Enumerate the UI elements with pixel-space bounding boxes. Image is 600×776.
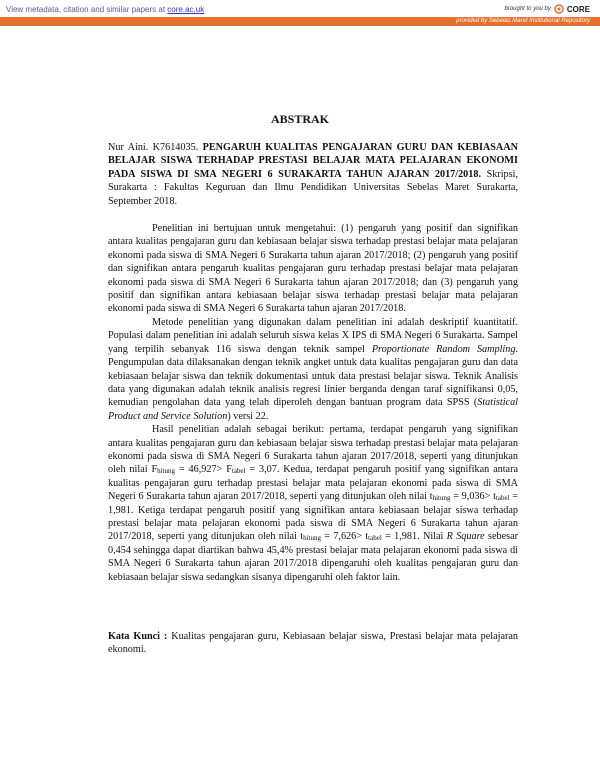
paragraph-method: Metode penelitian yang digunakan dalam penelitian ini adalah deskriptif kuantitatif. Populasi dalam penelitian ini adalah seluruh siswa kelas X IPS di SMA Negeri 6 Surakarta. Sampel yang terpilih sebanyak 116 siswa dengan teknik sampel Proportionate Random Sampling. Pengumpulan data dilaksanakan dengan teknik angket untuk data kualitas pengajaran guru dan data kebiasaan belajar siswa dan teknik dokumentasi untuk data prestasi belajar siswa. Teknik Analisis data yang digunakan adalah teknik analisis regresi linier berganda dengan taraf signifikansi 0,05, kemudian pengolahan data yang telah diperoleh dengan bantuan program data SPSS (Statistical Product and Service Solution) versi 22. <box>108 316 518 422</box>
keywords-label: Kata Kunci : <box>108 631 168 642</box>
paragraph-objectives: Penelitian ini bertujuan untuk mengetahui: (1) pengaruh yang positif dan signifikan antara kualitas pengajaran guru dan kebiasaan belajar siswa terhadap prestasi belajar mata pelajaran ekonomi pada siswa di SMA Negeri 6 Surakarta tahun ajaran 2017/2018; (2) pengaruh yang positif dan signifikan antara pengaruh kualitas pengajaran guru terhadap prestasi belajar mata pelajaran ekonomi pada siswa di SMA Negeri 6 Surakarta tahun ajaran 2017/2018; dan (3) pengaruh yang positif dan signifikan antara kebiasaan belajar siswa terhadap prestasi belajar mata pelajaran ekonomi pada siswa di SMA Negeri 6 Surakarta tahun ajaran 2017/2018. <box>108 223 518 315</box>
citation-title: PENGARUH KUALITAS PENGAJARAN GURU DAN KEBIASAAN BELAJAR SISWA TERHADAP PRESTASI BELAJAR MATA PELAJARAN EKONOMI PADA SISWA DI SMA NEGERI 6 SURAKARTA TAHUN AJARAN 2017/2018. <box>108 142 519 180</box>
core-logo-text: CORE <box>566 4 590 14</box>
core-badge[interactable] <box>505 4 591 14</box>
provided-by-text: provided by Sebelas Maret Institutional Repository <box>456 18 590 24</box>
abstract-body <box>108 141 518 584</box>
keywords <box>108 630 518 657</box>
brought-by-text: brought to you by <box>504 6 551 12</box>
metadata-text: View metadata, citation and similar papers at <box>6 5 166 14</box>
citation-author: Nur Aini. K7614035. <box>108 142 199 153</box>
sampling-term: Proportionate Random Sampling <box>371 343 516 355</box>
page-title: ABSTRAK <box>270 112 329 126</box>
citation <box>108 141 518 208</box>
spss-term: Statistical Product and Service Solution <box>108 397 518 422</box>
top-banner <box>0 0 600 28</box>
keywords-text: Kualitas pengajaran guru, Kebiasaan belajar siswa, Prestasi belajar mata pelajaran ekonomi. <box>108 631 519 656</box>
provided-by-bar <box>0 17 600 26</box>
paragraph-results: Hasil penelitian adalah sebagai berikut: pertama, terdapat pengaruh yang signifikan antara kualitas pengajaran guru dan kebiasaan belajar siswa terhadap prestasi belajar mata pelajaran ekonomi pada siswa di SMA Negeri 6 Surakarta tahun ajaran 2017/2018, seperti yang ditunjukan oleh nilai $F_{hitung} = 46,927> F_{tabel} = 3,07$. Kedua, terdapat pengaruh positif yang signifikan antara kualitas pengajaran guru terhadap prestasi belajar mata pelajaran ekonomi pada siswa di SMA Negeri 6 Surakarta tahun ajaran 2017/2018, seperti yang ditunjukan oleh nilai $t_{hitung} = 9,036> t_{tabel} = 1,981$. Ketiga terdapat pengaruh positif yang signifikan antara kebiasaan belajar siswa terhadap prestasi belajar mata pelajaran ekonomi pada siswa di SMA Negeri 6 Surakarta tahun ajaran 2017/2018, seperti yang ditunjukan oleh nilai $t_{hitung} = 7,626> t_{tabel} = 1,981$. Nilai R Square sebesar 0,454 sehingga dapat diartikan bahwa 45,4% prestasi belajar mata pelajaran ekonomi pada siswa di SMA Negeri 6 Surakarta tahun ajaran 2017/2018 dipengaruhi oleh kualitas pengajaran guru dan kebiasaan belajar siswa sedangkan sisanya dipengaruhi oleh faktor lain. <box>108 424 519 583</box>
metadata-notice <box>6 5 204 14</box>
r-square-term: R Square <box>446 531 485 543</box>
citation-rest: Skripsi, Surakarta : Fakultas Keguruan dan Ilmu Pendidikan Universitas Sebelas Maret Surakarta, September 2018. <box>108 168 518 207</box>
core-logo-icon <box>554 4 564 14</box>
core-link[interactable]: core.ac.uk <box>167 5 205 14</box>
